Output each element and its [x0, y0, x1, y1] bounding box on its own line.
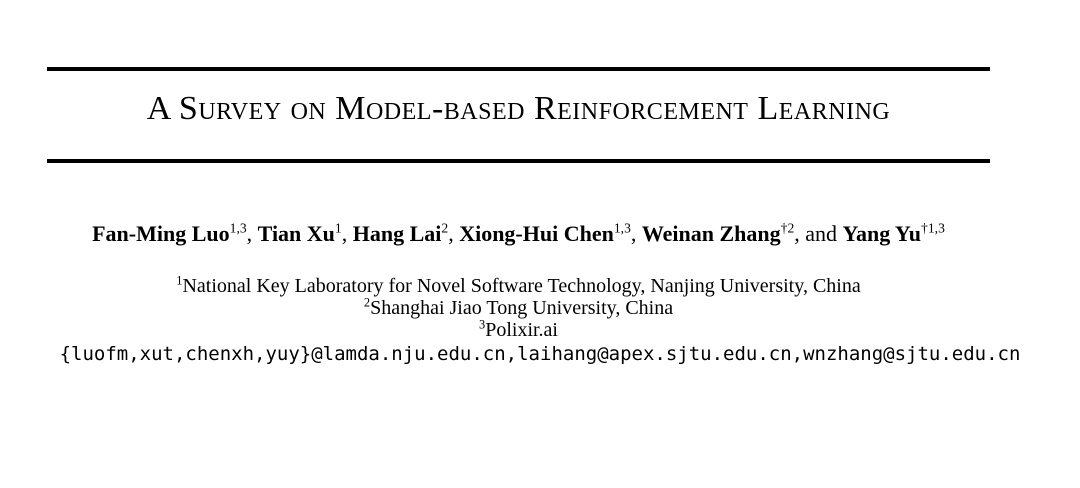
author-name: Xiong-Hui Chen — [459, 221, 614, 246]
paper-title-page — [0, 67, 1080, 488]
author-superscript: †1,3 — [921, 220, 945, 236]
affiliations — [47, 275, 990, 341]
author-name: Weinan Zhang — [641, 221, 781, 246]
author-name: Hang Lai — [352, 221, 442, 246]
affiliation-superscript: 3 — [479, 317, 486, 332]
affiliation-superscript: 2 — [363, 295, 371, 310]
title-rule-bottom — [47, 159, 990, 163]
author-superscript: 1 — [334, 220, 342, 236]
author-superscript: 2 — [441, 220, 449, 236]
author-superscript: 1,3 — [229, 220, 247, 236]
author-superscript: 1,3 — [613, 220, 631, 236]
affiliation-line: $^1$National Key Laboratory for Novel Software Technology, Nanjing University, China — [176, 273, 861, 297]
author-superscript: †2 — [780, 220, 795, 236]
title-block — [47, 67, 990, 341]
author-name: Yang Yu — [842, 221, 922, 246]
author-line: Fan-Ming Luo$^{1,3}$, Tian Xu$^1$, Hang Lai$^2$, Xiong-Hui Chen$^{1,3}$, Weinan Zhang$^{\dagger 2}$, and Yang Yu$^{\dagger 1,3}$ — [92, 220, 945, 246]
affiliation-line: $^3$Polixir.ai — [479, 317, 558, 341]
affiliation-line: $^2$Shanghai Jiao Tong University, China — [363, 295, 674, 319]
email-line: {luofm,xut,chenxh,yuy}@lamda.nju.edu.cn,laihang@apex.sjtu.edu.cn,wnzhang@sjtu.edu.cn — [59, 343, 1021, 365]
author-name: Fan-Ming Luo — [92, 221, 230, 246]
paper-title: A Survey on Model-based Reinforcement Learning — [146, 90, 891, 127]
author-name: Tian Xu — [257, 221, 335, 246]
affiliation-superscript: 1 — [176, 273, 183, 288]
title-rule-top — [47, 67, 990, 71]
